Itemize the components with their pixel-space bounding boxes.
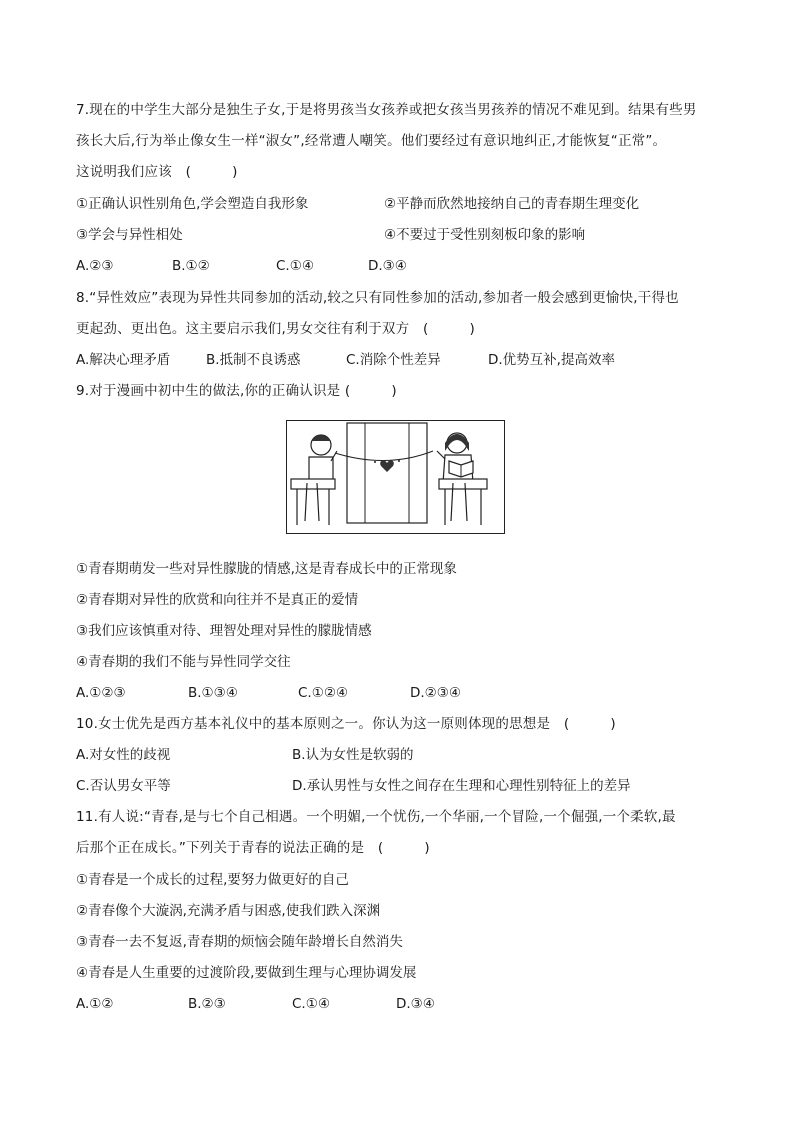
q8-option-d: D.优势互补,提高效率: [488, 352, 615, 368]
q11-statement-2: ②青春像个大漩涡,充满矛盾与困惑,使我们跌入深渊: [76, 903, 381, 919]
q7-option-d: D.③④: [368, 258, 407, 274]
q8-option-a: A.解决心理矛盾: [76, 352, 171, 368]
q9-option-a: A.①②③: [76, 685, 126, 701]
q9-statement-1: ①青春期萌发一些对异性朦胧的情感,这是青春成长中的正常现象: [76, 561, 457, 577]
q10-option-a: A.对女性的歧视: [76, 747, 171, 763]
q9-option-b: B.①③④: [188, 685, 238, 701]
q8-option-b: B.抵制不良诱惑: [206, 352, 301, 368]
q11-statement-3: ③青春一去不复返,青春期的烦恼会随年龄增长自然消失: [76, 934, 403, 950]
q10-option-c: C.否认男女平等: [76, 778, 171, 794]
q7-statement-1: ①正确认识性别角色,学会塑造自我形象: [76, 196, 309, 212]
q8-option-c: C.消除个性差异: [346, 352, 441, 368]
q7-option-c: C.①④: [276, 258, 314, 274]
q9-statement-3: ③我们应该慎重对待、理智处理对异性的朦胧情感: [76, 623, 372, 639]
q9-option-d: D.②③④: [410, 685, 461, 701]
q7-statement-4: ④不要过于受性别刻板印象的影响: [384, 227, 586, 243]
q11-option-c: C.①④: [292, 996, 330, 1012]
q10-stem-line1: 10.女士优先是西方基本礼仪中的基本原则之一。你认为这一原则体现的思想是 ( ): [76, 716, 616, 732]
q8-stem-line1: 8.“异性效应”表现为异性共同参加的活动,较之只有同性参加的活动,参加者一般会感到更愉快,干得也: [76, 290, 679, 306]
q11-statement-4: ④青春是人生重要的过渡阶段,要做到生理与心理协调发展: [76, 965, 417, 981]
q11-option-b: B.②③: [188, 996, 226, 1012]
q7-stem-line1: 7.现在的中学生大部分是独生子女,于是将男孩当女孩养或把女孩当男孩养的情况不难见到。结果有些男: [76, 102, 697, 118]
q10-option-d: D.承认男性与女性之间存在生理和心理性别特征上的差异: [292, 778, 631, 794]
q8-stem-line2: 更起劲、更出色。这主要启示我们,男女交往有利于双方 ( ): [76, 321, 476, 337]
q9-stem-line1: 9.对于漫画中初中生的做法,你的正确认识是 ( ): [76, 383, 397, 399]
q10-option-b: B.认为女性是软弱的: [292, 747, 414, 763]
q7-stem-line3: 这说明我们应该 ( ): [76, 164, 238, 180]
q11-option-a: A.①②: [76, 996, 114, 1012]
q7-statement-3: ③学会与异性相处: [76, 227, 183, 243]
q7-option-a: A.②③: [76, 258, 114, 274]
q11-stem-line2: 后那个正在成长。”下列关于青春的说法正确的是 ( ): [76, 840, 430, 856]
cartoon-image: [286, 420, 505, 534]
q11-statement-1: ①青春是一个成长的过程,要努力做更好的自己: [76, 872, 349, 888]
q11-option-d: D.③④: [396, 996, 435, 1012]
q11-stem-line1: 11.有人说:“青春,是与七个自己相遇。一个明媚,一个忧伤,一个华丽,一个冒险,一个倔强,一个柔软,最: [76, 809, 676, 825]
q9-statement-2: ②青春期对异性的欣赏和向往并不是真正的爱情: [76, 592, 359, 608]
q7-statement-2: ②平静而欣然地接纳自己的青春期生理变化: [384, 196, 640, 212]
q9-option-c: C.①②④: [298, 685, 349, 701]
q9-statement-4: ④青春期的我们不能与异性同学交往: [76, 654, 291, 670]
q7-stem-line2: 孩长大后,行为举止像女生一样“淑女”,经常遭人嘲笑。他们要经过有意识地纠正,才能恢复“正常”。: [76, 133, 667, 149]
q7-option-b: B.①②: [172, 258, 210, 274]
cartoon-illustration: [287, 421, 503, 532]
